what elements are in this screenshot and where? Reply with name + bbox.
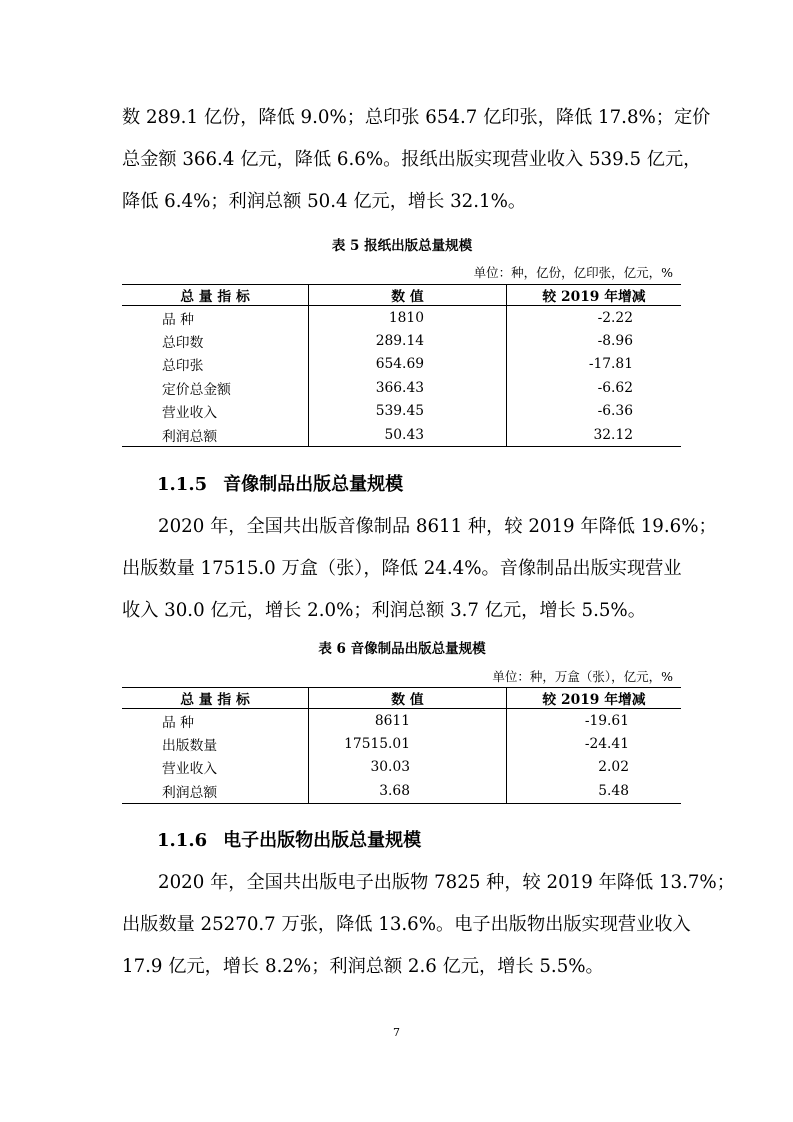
table-row (122, 732, 681, 755)
row-change: -6.36 (507, 400, 682, 423)
row-value: 539.45 (309, 400, 507, 423)
table6-caption: 表 6 音像制品出版总量规模 (318, 641, 486, 657)
section-title: 电子出版物出版总量规模 (223, 830, 422, 851)
header-indicator: 总 量 指 标 (122, 688, 309, 709)
row-value: 8611 (309, 709, 507, 733)
row-value: 366.43 (309, 376, 507, 399)
section-heading (157, 826, 421, 852)
section-number: 1.1.5 (157, 474, 208, 495)
header-value: 数 值 (309, 688, 507, 709)
row-change: -17.81 (507, 353, 682, 376)
row-change: 5.48 (507, 779, 682, 803)
row-value: 289.14 (309, 329, 507, 352)
table-row (122, 709, 681, 733)
table6-unit: 单位：种，万盒（张），亿元，% (492, 669, 673, 684)
header-indicator: 总 量 指 标 (122, 285, 309, 306)
header-change: 较 2019 年增减 (507, 688, 682, 709)
row-label: 利润总额 (122, 423, 309, 447)
table-row (122, 756, 681, 779)
paragraph-line: 2020 年，全国共出版电子出版物 7825 种，较 2019 年降低 13.7%； (158, 872, 735, 893)
table-row (122, 400, 681, 423)
paragraph-line: 2020 年，全国共出版音像制品 8611 种，较 2019 年降低 19.6%； (158, 516, 717, 537)
row-label: 利润总额 (122, 779, 309, 803)
row-label: 品 种 (162, 311, 194, 328)
paragraph-line: 出版数量 17515.0 万盒（张），降低 24.4%。音像制品出版实现营业 (122, 558, 682, 579)
row-value: 17515.01 (309, 732, 507, 755)
paragraph-line: 收入 30.0 亿元，增长 2.0%；利润总额 3.7 亿元，增长 5.5%。 (122, 600, 646, 621)
table5-caption: 表 5 报纸出版总量规模 (331, 238, 473, 254)
table-row (122, 779, 681, 803)
row-value: 30.03 (309, 756, 507, 779)
row-label: 总印数 (162, 335, 204, 352)
page-number: 7 (393, 1026, 400, 1039)
paragraph-line: 降低 6.4%；利润总额 50.4 亿元，增长 32.1%。 (122, 191, 527, 212)
header-value: 数 值 (309, 285, 507, 306)
row-change: -19.61 (507, 709, 682, 733)
row-change: -6.62 (507, 376, 682, 399)
row-change: -2.22 (507, 306, 682, 330)
table5 (122, 284, 681, 447)
section-heading (157, 470, 403, 496)
table-row (122, 329, 681, 352)
row-label: 总印张 (162, 358, 204, 375)
row-label: 营业收入 (162, 761, 218, 778)
header-change: 较 2019 年增减 (507, 285, 682, 306)
row-value: 50.43 (309, 423, 507, 447)
table-row (122, 423, 681, 447)
row-label: 出版数量 (162, 738, 218, 755)
table-row (122, 306, 681, 330)
row-change: -8.96 (507, 329, 682, 352)
paragraph-line: 出版数量 25270.7 万张，降低 13.6%。电子出版物出版实现营业收入 (122, 914, 691, 935)
paragraph-line: 17.9 亿元，增长 8.2%；利润总额 2.6 亿元，增长 5.5%。 (122, 956, 604, 977)
section-title: 音像制品出版总量规模 (223, 474, 404, 495)
section-number: 1.1.6 (157, 830, 208, 851)
table-header-row (122, 688, 681, 709)
table6 (122, 687, 681, 804)
table5-unit: 单位：种，亿份，亿印张，亿元，% (473, 265, 673, 280)
row-label: 定价总金额 (162, 381, 231, 398)
row-label: 品 种 (162, 714, 194, 731)
row-value: 1810 (309, 306, 507, 330)
row-label: 营业收入 (162, 405, 218, 422)
row-change: 2.02 (507, 756, 682, 779)
table-row (122, 376, 681, 399)
row-change: 32.12 (507, 423, 682, 447)
paragraph-line: 数 289.1 亿份，降低 9.0%；总印张 654.7 亿印张，降低 17.8%；定价 (122, 107, 711, 128)
table-row (122, 353, 681, 376)
paragraph-line: 总金额 366.4 亿元，降低 6.6%。报纸出版实现营业收入 539.5 亿元， (122, 149, 702, 170)
row-change: -24.41 (507, 732, 682, 755)
row-value: 3.68 (309, 779, 507, 803)
table-header-row (122, 285, 681, 306)
row-value: 654.69 (309, 353, 507, 376)
